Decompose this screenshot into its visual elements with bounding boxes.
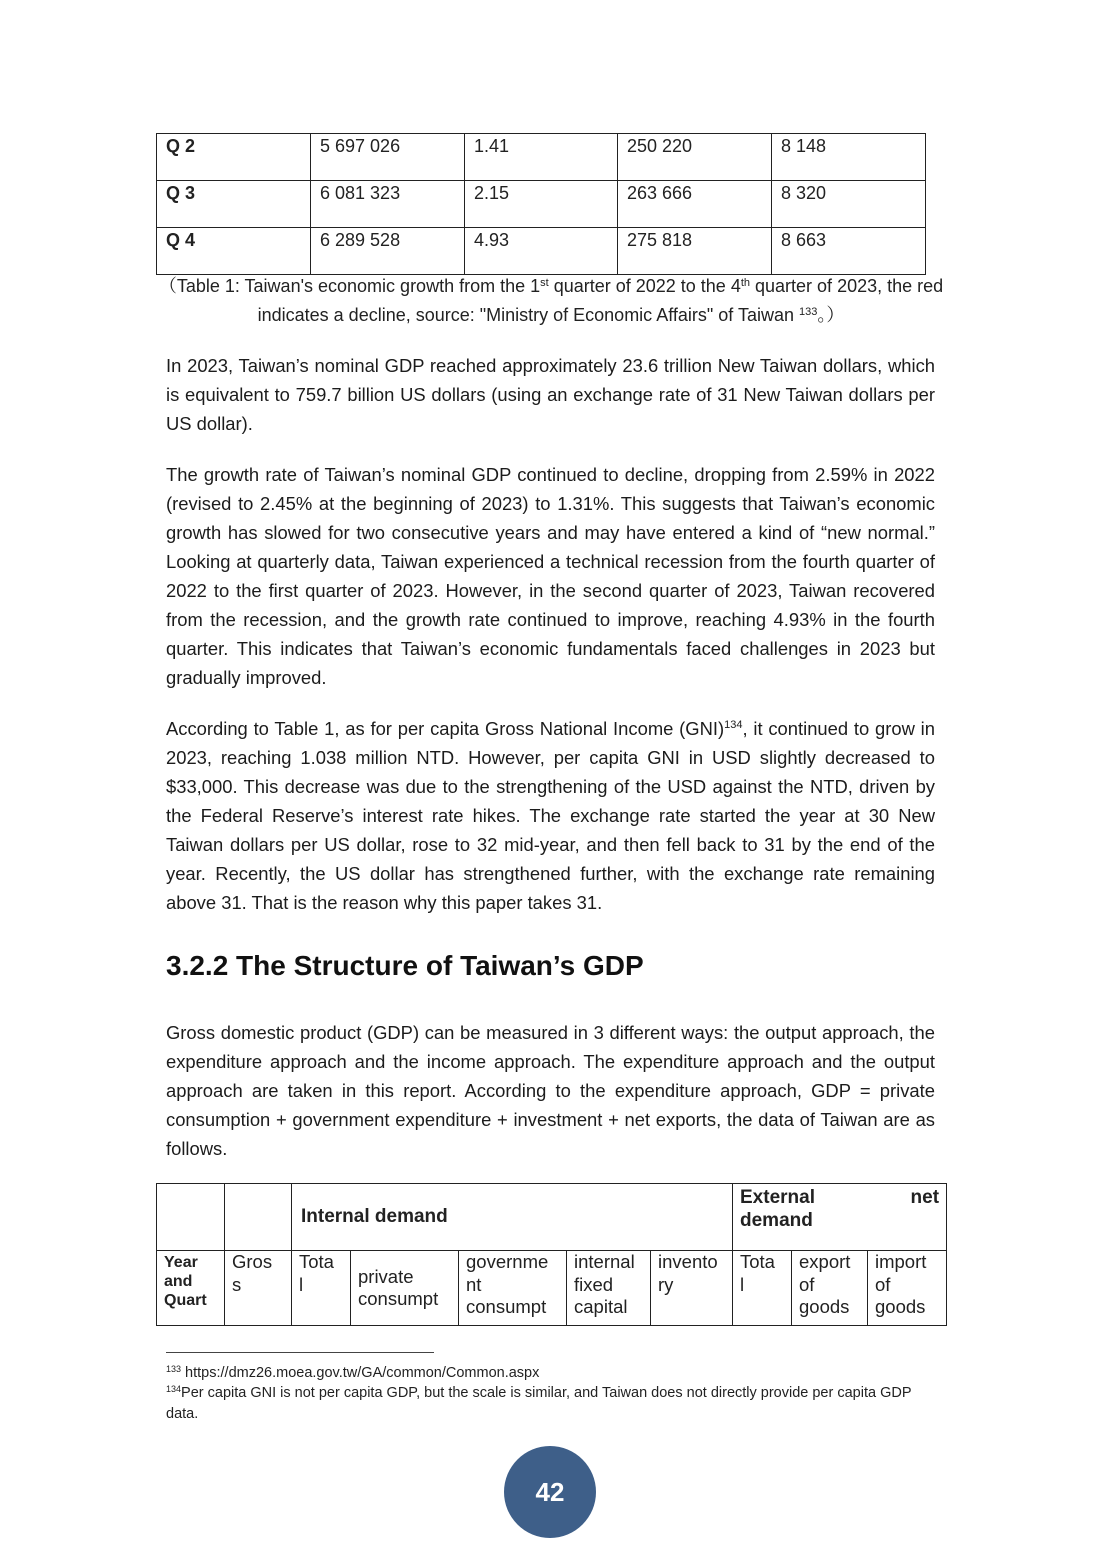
table-row — [157, 134, 926, 181]
caption-text: quarter of 2023, the red indicates a decline, source: "Ministry of Economic Affairs" of Taiwan — [257, 276, 944, 325]
table-cell: 5 697 026 — [311, 134, 465, 181]
paragraph-nominal-gdp: In 2023, Taiwan’s nominal GDP reached approximately 23.6 trillion New Taiwan dollars, which is equivalent to 759.7 billion US dollars (using an exchange rate of 31 New Taiwan dollars per US dollar). — [166, 355, 935, 434]
header-text: export — [799, 1251, 851, 1272]
government-consumption-header — [459, 1251, 567, 1326]
header-text: private — [358, 1265, 414, 1287]
private-consumption-header — [351, 1251, 459, 1326]
table-cell: 6 289 528 — [311, 228, 465, 275]
caption-text: （Table 1: Taiwan's economic growth from the 1 — [158, 276, 541, 296]
header-text: Tota — [740, 1251, 775, 1272]
footnote-number: 134 — [166, 1384, 182, 1394]
footnote-number: 133 — [166, 1364, 182, 1374]
header-text: ry — [658, 1273, 674, 1295]
gdp-quarterly-table — [156, 133, 926, 275]
table-cell: 250 220 — [618, 134, 772, 181]
inventory-header — [651, 1251, 733, 1326]
header-text: l — [740, 1273, 745, 1295]
footnote-133 — [166, 1363, 926, 1384]
header-text: l — [299, 1273, 304, 1295]
gdp-structure-table — [156, 1183, 947, 1326]
footnote-text: Per capita GNI is not per capita GDP, but the scale is similar, and Taiwan does not directly provide per capita GDP data. — [166, 1385, 912, 1422]
table-cell: 6 081 323 — [311, 181, 465, 228]
footnote-ref-134[interactable]: 134 — [724, 719, 743, 731]
table-cell: 263 666 — [618, 181, 772, 228]
header-text: Gros — [232, 1251, 273, 1272]
table-cell: 275 818 — [618, 228, 772, 275]
table-caption — [156, 272, 946, 330]
paragraph-text: According to Table 1, as for per capita Gross National Income (GNI) — [166, 718, 725, 739]
import-goods-header — [868, 1251, 947, 1326]
caption-text: quarter of 2022 to the 4 — [548, 276, 741, 296]
external-demand-header — [733, 1184, 947, 1251]
header-text: net — [910, 1187, 940, 1208]
internal-demand-header: Internal demand — [292, 1184, 733, 1251]
page-number: 42 — [535, 1476, 565, 1507]
header-text: consumpt — [358, 1288, 439, 1309]
table-cell: 8 663 — [772, 228, 926, 275]
header-text: s — [232, 1273, 242, 1295]
fixed-capital-header — [567, 1251, 651, 1326]
header-text: of — [799, 1273, 815, 1295]
header-text: goods — [875, 1296, 926, 1317]
empty-cell — [157, 1184, 225, 1251]
header-text: governme — [466, 1251, 549, 1272]
footnote-link[interactable]: https://dmz26.moea.gov.tw/GA/common/Common.aspx — [181, 1365, 540, 1381]
header-text: internal — [574, 1251, 635, 1272]
table-cell: 4.93 — [465, 228, 618, 275]
header-text: Quart — [164, 1292, 207, 1309]
footnote-134 — [166, 1383, 926, 1425]
export-goods-header — [792, 1251, 868, 1326]
gross-header — [225, 1251, 292, 1326]
table-cell: 2.15 — [465, 181, 618, 228]
caption-text: 。） — [817, 305, 845, 325]
header-text: fixed — [574, 1273, 614, 1295]
header-text: Year — [164, 1254, 198, 1271]
table-row — [157, 228, 926, 275]
table-cell: 8 320 — [772, 181, 926, 228]
section-heading: 3.2.2 The Structure of Taiwan’s GDP — [166, 950, 644, 981]
header-text: nt — [466, 1273, 482, 1295]
internal-total-header — [292, 1251, 351, 1326]
caption-superscript: th — [740, 277, 751, 289]
header-text: consumpt — [466, 1296, 547, 1317]
empty-cell — [225, 1184, 292, 1251]
header-text: import — [875, 1251, 927, 1272]
footnote-ref-133[interactable]: 133 — [799, 306, 818, 318]
external-total-header — [733, 1251, 792, 1326]
header-text: of — [875, 1273, 891, 1295]
header-text: invento — [658, 1251, 718, 1272]
header-text: goods — [799, 1296, 850, 1317]
caption-superscript: st — [540, 277, 549, 289]
page-number-badge — [504, 1446, 596, 1538]
table-row — [157, 181, 926, 228]
row-label: Q 3 — [157, 181, 311, 228]
header-row-columns — [157, 1251, 947, 1326]
header-text: capital — [574, 1296, 628, 1317]
paragraph-growth-rate: The growth rate of Taiwan’s nominal GDP continued to decline, dropping from 2.59% in 2022 (revised to 2.45% at the beginning of 2023) to 1.31%. This suggests that Taiwan’s economic growth has slowed for two consecutive years and may have entered a kind of “new normal.” Looking at quarterly data, Taiwan experienced a technical recession from the fourth quarter of 2022 to the first quarter of 2023. However, in the second quarter of 2023, Taiwan recovered from the recession, and the growth rate continued to improve, reaching 4.93% in the fourth quarter. This indicates that Taiwan’s economic fundamentals faced challenges in 2023 but gradually improved. — [166, 464, 935, 688]
header-text: Tota — [299, 1251, 334, 1272]
footnote-divider — [166, 1352, 434, 1353]
year-quarter-header — [157, 1251, 225, 1326]
header-row-groups — [157, 1184, 947, 1251]
header-text: and — [164, 1273, 193, 1290]
row-label: Q 4 — [157, 228, 311, 275]
row-label: Q 2 — [157, 134, 311, 181]
table-cell: 1.41 — [465, 134, 618, 181]
header-text: External — [740, 1187, 815, 1208]
header-text: demand — [740, 1210, 813, 1231]
paragraph-gni — [166, 714, 935, 917]
table-cell: 8 148 — [772, 134, 926, 181]
paragraph-text: , it continued to grow in 2023, reaching 1.038 million NTD. However, per capita GNI in USD slightly decreased to $33,000. This decrease was due to the strengthening of the USD against the NTD, driven by the Federal Reserve’s interest rate hikes. The exchange rate started the year at 30 New Taiwan dollars per US dollar, rose to 32 mid-year, and then fell back to 31 by the end of the year. Recently, the US dollar has strengthened further, with the exchange rate remaining above 31. That is the reason why this paper takes 31. — [166, 718, 936, 913]
paragraph-gdp-approaches: Gross domestic product (GDP) can be measured in 3 different ways: the output approach, the expenditure approach and the income approach. The expenditure approach and the output approach are taken in this report. According to the expenditure approach, GDP = private consumption + government expenditure + investment + net exports, the data of Taiwan are as follows. — [166, 1022, 935, 1159]
